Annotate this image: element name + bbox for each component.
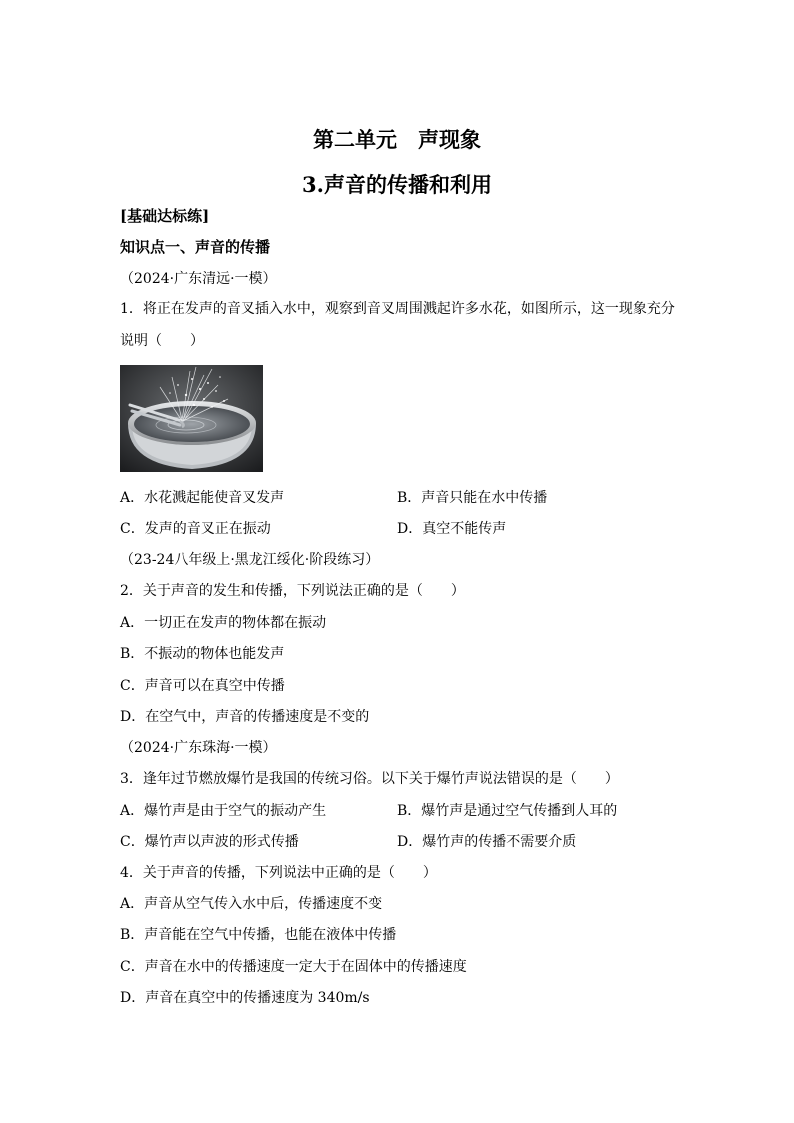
q4-stem: 4．关于声音的传播，下列说法中正确的是（ ） [120,865,437,881]
lesson-title: 3.声音的传播和利用 [302,172,492,197]
knowledge-point-heading: 知识点一、声音的传播 [120,238,271,256]
q3-option-a[interactable]: A．爆竹声是由于空气的振动产生 [120,803,327,819]
q2-option-b[interactable]: B．不振动的物体也能发声 [120,646,285,662]
q4-option-b[interactable]: B．声音能在空气中传播，也能在液体中传播 [120,927,397,943]
q1-option-a[interactable]: A．水花溅起能使音叉发声 [120,490,285,506]
q1-source: （2024·广东清远·一模） [120,271,277,287]
q3-stem: 3．逢年过节燃放爆竹是我国的传统习俗。以下关于爆竹声说法错误的是（ ） [120,771,619,787]
q1-option-c[interactable]: C．发声的音叉正在振动 [120,521,271,537]
q2-option-d[interactable]: D．在空气中，声音的传播速度是不变的 [120,709,370,725]
q4-option-d[interactable]: D．声音在真空中的传播速度为 340m/s [120,990,370,1006]
unit-title: 第二单元 声现象 [313,127,481,152]
q2-stem: 2．关于声音的发生和传播，下列说法正确的是（ ） [120,583,465,599]
q1-stem-line1: 1．将正在发声的音叉插入水中，观察到音叉周围溅起许多水花，如图所示，这一现象充分 [120,301,675,317]
q1-stem-line2: 说明（ ） [120,333,204,349]
tuning-fork-in-water-photo [120,365,263,472]
q1-option-b[interactable]: B．声音只能在水中传播 [397,490,548,506]
q2-source: （23-24八年级上·黑龙江绥化·阶段练习） [120,552,380,568]
section-label: [基础达标练] [120,207,210,225]
q3-source: （2024·广东珠海·一模） [120,740,277,756]
q3-option-b[interactable]: B．爆竹声是通过空气传播到人耳的 [397,803,618,819]
q3-option-d[interactable]: D．爆竹声的传播不需要介质 [397,834,577,850]
q3-option-c[interactable]: C．爆竹声以声波的形式传播 [120,834,299,850]
q2-option-c[interactable]: C．声音可以在真空中传播 [120,678,285,694]
q2-option-a[interactable]: A．一切正在发声的物体都在振动 [120,615,327,631]
q4-option-c[interactable]: C．声音在水中的传播速度一定大于在固体中的传播速度 [120,959,467,975]
q4-option-a[interactable]: A．声音从空气传入水中后，传播速度不变 [120,896,383,912]
q1-option-d[interactable]: D．真空不能传声 [397,521,507,537]
